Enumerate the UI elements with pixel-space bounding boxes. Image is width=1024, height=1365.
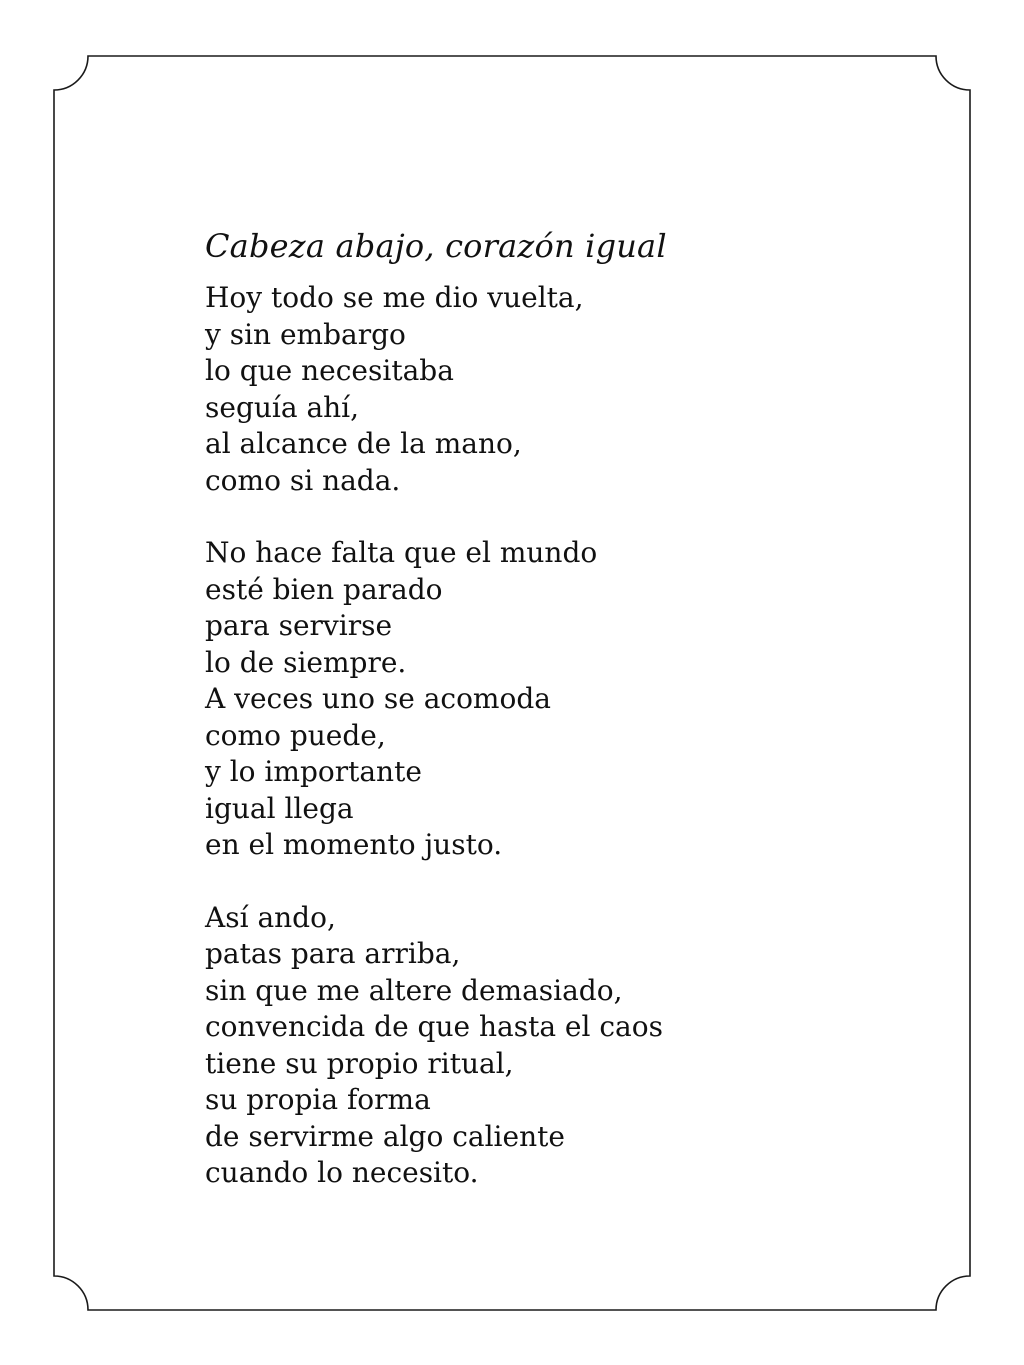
poem-line: patas para arriba, — [205, 937, 461, 970]
poem-line: al alcance de la mano, — [205, 427, 522, 460]
poem-line: igual llega — [205, 791, 354, 825]
poem-line: seguía ahí, — [205, 390, 360, 424]
poem-line: lo de siempre. — [205, 645, 407, 679]
poem-line: esté bien parado — [205, 572, 443, 606]
poem — [205, 222, 905, 1228]
stanza-3 — [205, 900, 905, 1192]
poem-line: No hace falta que el mundo — [205, 536, 598, 569]
poem-line: sin que me altere demasiado, — [205, 973, 623, 1007]
poem-line: para servirse — [205, 609, 393, 642]
poem-line: lo que necesitaba — [205, 354, 454, 387]
poem-line: como puede, — [205, 718, 386, 752]
poem-line: como si nada. — [205, 463, 401, 497]
stanza-1 — [205, 280, 905, 499]
poem-line: su propia forma — [205, 1083, 431, 1116]
poem-line: cuando lo necesito. — [205, 1156, 479, 1189]
stanza-2 — [205, 535, 905, 864]
poem-title: Cabeza abajo, corazón igual — [205, 227, 667, 265]
poem-line: y lo importante — [205, 755, 422, 788]
poem-line: en el momento justo. — [205, 828, 503, 861]
poem-line: tiene su propio ritual, — [205, 1046, 514, 1080]
poem-line: y sin embargo — [205, 317, 406, 351]
poem-line: de servirme algo caliente — [205, 1119, 565, 1153]
poem-line: Hoy todo se me dio vuelta, — [205, 281, 584, 314]
poem-line: convencida de que hasta el caos — [205, 1010, 663, 1043]
poem-line: A veces uno se acomoda — [205, 682, 551, 715]
poem-line: Así ando, — [205, 900, 336, 934]
